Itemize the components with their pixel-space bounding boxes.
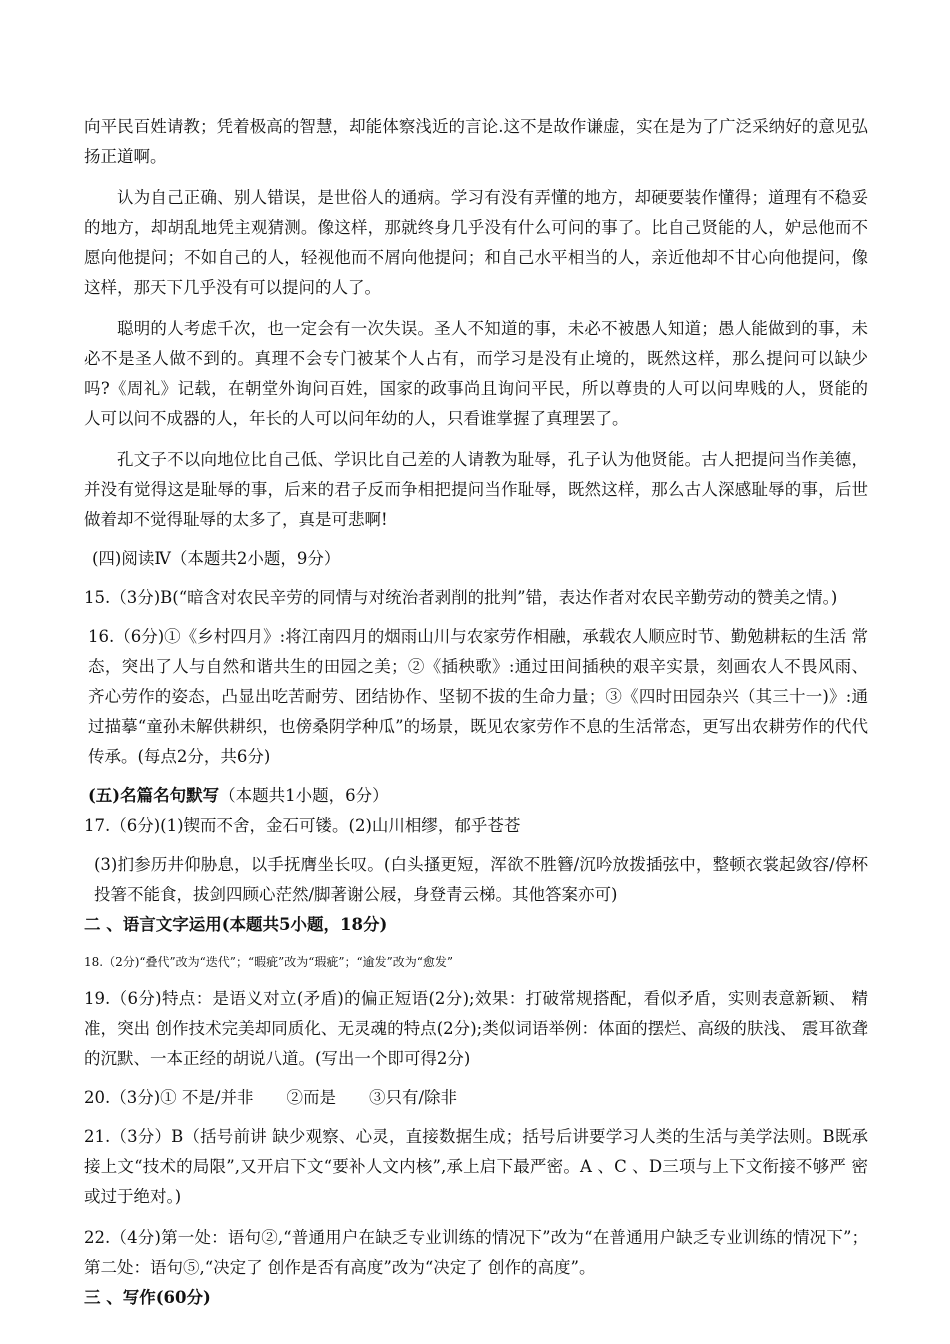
document-page (84, 112, 868, 1313)
famous-quotes-heading-title: (五)名篇名句默写 (88, 786, 220, 805)
translation-paragraph-4: 孔文子不以向地位比自己低、学识比自己差的人请教为耻辱，孔子认为他贤能。古人把提问当作美德，并没有觉得这是耻辱的事，后来的君子反而争相把提问当作耻辱，既然这样，那么古人深感耻辱的事，后世做着却不觉得耻辱的太多了，真是可悲啊! (84, 450, 868, 529)
answer-21: 21.（3分）B（括号前讲 缺少观察、心灵，直接数据生成；括号后讲要学习人类的生活与美学法则。B既承接上文“技术的局限”,又开启下文“要补人文内核”,承上启下最严密。A 、C 、D三项与上下文衔接不够严 密或过于绝对。) (84, 1127, 868, 1206)
section-3-heading: 三 、写作(60分) (84, 1288, 211, 1307)
reading-4-heading: (四)阅读Ⅳ（本题共2小题，9分） (92, 549, 341, 568)
section-2-heading: 二 、语言文字运用(本题共5小题，18分) (84, 915, 388, 934)
answer-20: 20.（3分)① 不是/并非 ②而是 ③只有/除非 (84, 1088, 458, 1107)
answer-17-line-1: 17.（6分)(1)锲而不舍，金石可镂。(2)山川相缪，郁乎苍苍 (84, 816, 521, 835)
answer-18: 18.（2分)“叠代”改为“迭代”；“暇疵”改为“瑕疵”；“逾发”改为“愈发” (84, 955, 454, 969)
answer-17-line-2: (3)扪参历井仰胁息，以手抚膺坐长叹。(白头搔更短，浑欲不胜簪/沉吟放拨插弦中，整顿衣裳起敛容/停杯投箸不能食，拔剑四顾心茫然/脚著谢公屐，身登青云梯。其他答案亦可) (94, 855, 868, 904)
answer-16: 16.（6分)①《乡村四月》:将江南四月的烟雨山川与农家劳作相融，承载农人顺应时节、勤勉耕耘的生活 常态，突出了人与自然和谐共生的田园之美；②《插秧歌》:通过田间插秧的艰辛实景，刻画农人不畏风雨、 齐心劳作的姿态，凸显出吃苦耐劳、团结协作、坚韧不拔的生命力量；③《四时田园杂兴（其三十一)》:通 过描摹“童孙未解供耕织，也傍桑阴学种瓜”的场景，既见农家劳作不息的生活常态，更写出农耕劳作的代代 传承。(每点2分，共6分) (88, 627, 868, 766)
answer-15: 15.（3分)B(“暗含对农民辛劳的同情与对统治者剥削的批判”错，表达作者对农民辛勤劳动的赞美之情。) (84, 588, 838, 607)
translation-paragraph-2: 认为自己正确、别人错误，是世俗人的通病。学习有没有弄懂的地方，却硬要装作懂得；道理有不稳妥的地方，却胡乱地凭主观猜测。像这样，那就终身几乎没有什么可问的事了。比自己贤能的人，妒忌他而不愿向他提问；不如自己的人，轻视他而不屑向他提问；和自己水平相当的人，亲近他却不甘心向他提问，像这样，那天下几乎没有可以提问的人了。 (84, 188, 868, 297)
answer-22: 22.（4分)第一处：语句②,“普通用户在缺乏专业训练的情况下”改为“在普通用户缺乏专业训练的情况下”；第二处：语句⑤,“决定了 创作是否有高度”改为“决定了 创作的高度”。 (84, 1228, 868, 1277)
translation-paragraph-3: 聪明的人考虑千次，也一定会有一次失误。圣人不知道的事，未必不被愚人知道；愚人能做到的事，未必不是圣人做不到的。真理不会专门被某个人占有，而学习是没有止境的，既然这样，那么提问可以缺少吗?《周礼》记载，在朝堂外询问百姓，国家的政事尚且询问平民，所以尊贵的人可以问卑贱的人，贤能的人可以问不成器的人，年长的人可以问年幼的人，只看谁掌握了真理罢了。 (84, 319, 868, 428)
translation-paragraph-1: 向平民百姓请教；凭着极高的智慧，却能体察浅近的言论.这不是故作谦虚，实在是为了广泛采纳好的意见弘扬正道啊。 (84, 117, 868, 166)
famous-quotes-heading-info: （本题共1小题，6分） (219, 786, 389, 805)
answer-19: 19.（6分)特点：是语义对立(矛盾)的偏正短语(2分);效果：打破常规搭配，看似矛盾，实则表意新颖、 精准，突出 创作技术完美却同质化、无灵魂的特点(2分);类似词语举例：体面的摆烂、高级的肤浅、 震耳欲聋的沉默、一本正经的胡说八道。(写出一个即可得2分) (84, 989, 868, 1068)
famous-quotes-heading (84, 781, 868, 811)
